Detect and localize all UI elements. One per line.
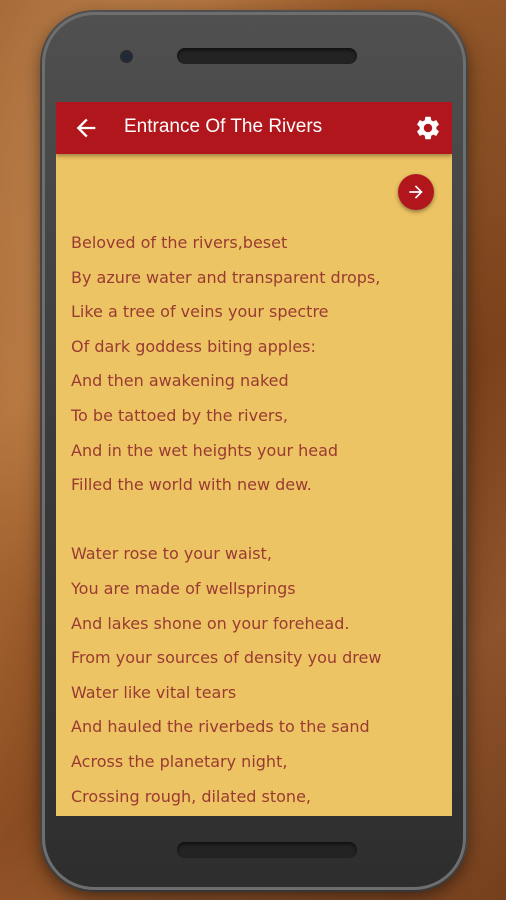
app-bar xyxy=(56,102,452,154)
poem-line: Water like vital tears xyxy=(71,682,237,702)
poem-line: To be tattoed by the rivers, xyxy=(71,405,288,425)
poem-line: Crossing rough, dilated stone, xyxy=(71,786,311,806)
phone-frame xyxy=(42,12,466,890)
settings-button[interactable] xyxy=(414,114,442,142)
poem-line: From your sources of density you drew xyxy=(71,648,382,668)
poem-line: And lakes shone on your forehead. xyxy=(71,613,350,633)
next-poem-button[interactable] xyxy=(398,174,434,210)
poem-line: Water rose to your waist, xyxy=(71,544,272,564)
bottom-speaker xyxy=(177,842,357,858)
back-button[interactable] xyxy=(72,114,100,142)
poem-line: Like a tree of veins your spectre xyxy=(71,302,329,322)
stanza-break xyxy=(71,503,441,538)
gear-icon xyxy=(414,114,442,142)
poem-text xyxy=(71,226,441,814)
arrow-left-icon xyxy=(72,114,100,142)
poem-line: And in the wet heights your head xyxy=(71,440,339,460)
arrow-right-icon xyxy=(406,182,426,202)
poem-line: Of dark goddess biting apples: xyxy=(71,336,316,356)
poem-line: Across the planetary night, xyxy=(71,751,288,771)
page-title: Entrance Of The Rivers xyxy=(124,116,323,137)
earpiece-speaker xyxy=(177,48,357,64)
poem-line: Beloved of the rivers,beset xyxy=(71,233,288,252)
app-screen xyxy=(56,102,452,816)
poem-line: You are made of wellsprings xyxy=(71,578,296,598)
poem-line: And hauled the riverbeds to the sand xyxy=(71,717,370,737)
poem-line: Filled the world with new dew. xyxy=(71,475,312,495)
front-camera xyxy=(122,52,131,61)
poem-line: And then awakening naked xyxy=(71,371,289,391)
poem-line: By azure water and transparent drops, xyxy=(71,267,381,287)
